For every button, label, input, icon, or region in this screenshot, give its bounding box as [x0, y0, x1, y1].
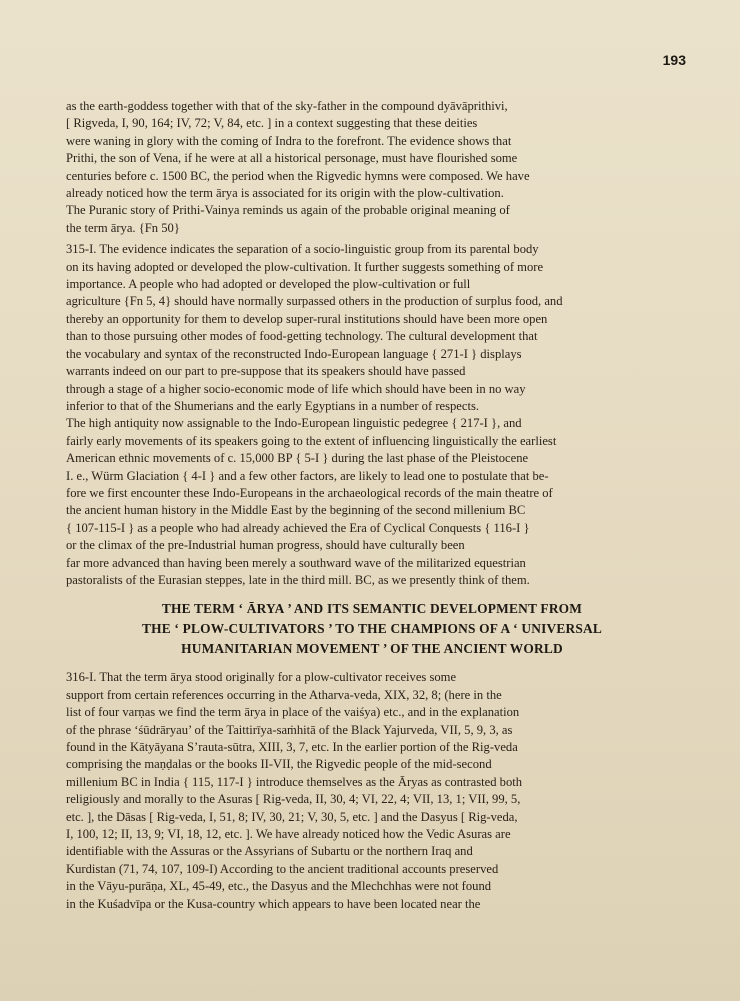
text-line: American ethnic movements of c. 15,000 BP { 5-I } during the last phase of the Pleistocene: [66, 451, 529, 466]
text-line: as the earth-goddess together with that of the sky-father in the compound dyāvāprithivi,: [66, 99, 508, 113]
text-line: I. e., Würm Glaciation { 4-I } and a few other factors, are likely to lead one to postulate that be-: [66, 468, 549, 483]
text-line: 315-I. The evidence indicates the separation of a socio-linguistic group from its parental body: [66, 242, 539, 257]
paragraph-316: [66, 669, 678, 913]
text-line: { 107-115-I } as a people who had already achieved the Era of Cyclical Conquests { 116-I }: [66, 520, 530, 535]
text-line: [ Rigveda, I, 90, 164; IV, 72; V, 84, etc. ] in a context suggesting that these deities: [66, 116, 478, 131]
text-line: warrants indeed on our part to pre-suppose that its speakers should have passed: [66, 364, 466, 379]
text-line: through a stage of a higher socio-economic mode of life which should have been in no way: [66, 381, 526, 396]
text-line: than to those pursuing other modes of food-getting technology. The cultural development that: [66, 329, 538, 344]
text-line: the vocabulary and syntax of the reconstructed Indo-European language { 271-I } displays: [66, 346, 522, 361]
text-line: etc. ], the Dāsas [ Rig-veda, I, 51, 8; IV, 30, 21; V, 30, 5, etc. ] and the Dasyus [ Rig-veda,: [66, 809, 518, 824]
heading-line: HUMANITARIAN MOVEMENT ’ OF THE ANCIENT WORLD: [181, 641, 563, 657]
paragraph-315: [66, 241, 678, 589]
text-line: far more advanced than having been merely a southward wave of the militarized equestrian: [66, 555, 526, 570]
heading-line: THE TERM ‘ ĀRYA ’ AND ITS SEMANTIC DEVELOPMENT FROM: [161, 601, 583, 617]
text-line: support from certain references occurring in the Atharva-veda, XIX, 32, 8; (here in the: [66, 687, 502, 702]
text-line: or the climax of the pre-Industrial human progress, should have culturally been: [66, 538, 465, 553]
text-line: fairly early movements of its speakers going to the extent of influencing linguistically the earliest: [66, 433, 557, 448]
text-line: list of four varṇas we find the term ārya in place of the vaiśya) etc., and in the explanation: [66, 705, 520, 720]
text-line: 316-I. That the term ārya stood originally for a plow-cultivator receives some: [66, 670, 457, 685]
text-line: centuries before c. 1500 BC, the period when the Rigvedic hymns were composed. We have: [66, 168, 530, 183]
text-line: I, 100, 12; II, 13, 9; VI, 18, 12, etc. ]. We have already noticed how the Vedic Asuras are: [66, 827, 511, 842]
text-line: on its having adopted or developed the plow-cultivation. It further suggests something of more: [66, 259, 544, 274]
text-line: importance. A people who had adopted or developed the plow-cultivation or full: [66, 277, 471, 292]
text-line: were waning in glory with the coming of Indra to the forefront. The evidence shows that: [66, 133, 512, 148]
section-heading: [66, 599, 678, 659]
text-line: religiously and morally to the Asuras [ Rig-veda, II, 30, 4; VI, 22, 4; VII, 13, 1; VII, 99, 5,: [66, 792, 521, 807]
text-line: found in the Kātyāyana S’rauta-sūtra, XIII, 3, 7, etc. In the earlier portion of the Rig-veda: [66, 740, 518, 754]
text-line: already noticed how the term ārya is associated for its origin with the plow-cultivation.: [66, 186, 504, 201]
text-line: The Puranic story of Prithi-Vainya reminds us again of the probable original meaning of: [66, 203, 510, 218]
text-line: thereby an opportunity for them to develop super-rural institutions should have been more open: [66, 311, 548, 326]
text-line: identifiable with the Assuras or the Assyrians of Subartu or the northern Iraq and: [66, 844, 473, 859]
paragraph-continuation: [66, 98, 678, 237]
heading-line: THE ‘ PLOW-CULTIVATORS ’ TO THE CHAMPIONS OF A ‘ UNIVERSAL: [141, 621, 603, 637]
text-line: Prithi, the son of Vena, if he were at all a historical personage, must have flourished some: [66, 151, 518, 166]
text-line: the ancient human history in the Middle East by the beginning of the second millenium BC: [66, 503, 526, 518]
page-number: 193: [662, 52, 686, 68]
text-line: of the phrase ‘śūdrāryau’ of the Taittirīya-saṁhitā of the Black Yajurveda, VII, 5, 9, 3, as: [66, 722, 513, 737]
text-line: fore we first encounter these Indo-Europeans in the archaeological records of the main theatre of: [66, 485, 553, 500]
text-line: pastoralists of the Eurasian steppes, late in the third mill. BC, as we presently think of them.: [66, 572, 530, 587]
text-line: millenium BC in India { 115, 117-I } introduce themselves as the Āryas as contrasted both: [66, 774, 523, 789]
text-line: the term ārya. {Fn 50}: [66, 220, 180, 235]
text-line: Kurdistan (71, 74, 107, 109-I) According to the ancient traditional accounts preserved: [66, 861, 499, 876]
text-line: comprising the maṇḍalas or the books II-VII, the Rigvedic people of the mid-second: [66, 757, 492, 772]
text-line: agriculture {Fn 5, 4} should have normally surpassed others in the production of surplus food, and: [66, 294, 563, 309]
text-line: in the Kuśadvīpa or the Kusa-country which appears to have been located near the: [66, 896, 481, 911]
text-line: The high antiquity now assignable to the Indo-European linguistic pedegree { 217-I }, and: [66, 416, 522, 431]
text-line: in the Vāyu-purāṇa, XL, 45-49, etc., the Dasyus and the Mlechchhas were not found: [66, 879, 492, 894]
text-block-top: [66, 98, 678, 589]
text-line: inferior to that of the Shumerians and the early Egyptians in a number of respects.: [66, 398, 480, 413]
